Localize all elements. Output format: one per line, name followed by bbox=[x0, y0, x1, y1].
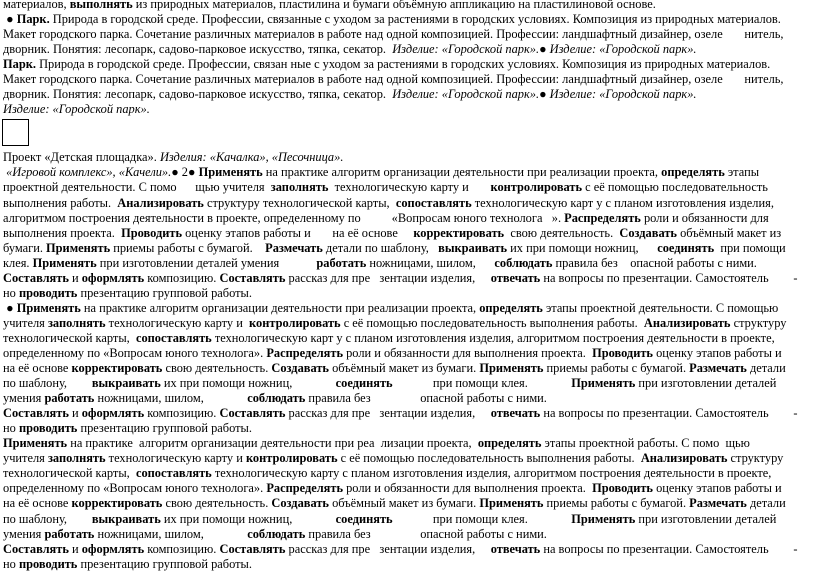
text-run: оценку этапов работы и на её основе bbox=[182, 225, 414, 240]
text-run: на её основе bbox=[3, 496, 72, 511]
text-run: их при помощи ножниц, bbox=[160, 376, 336, 391]
bold-term: выкраивать bbox=[91, 376, 161, 391]
text-run: Макет городского парка. Сочетание различных материалов в работе над одной композицией. Профессии: ландшафтный дизайнер, озеле нитель, bbox=[3, 72, 784, 87]
bold-term: соблюдать bbox=[247, 526, 306, 541]
text-run: на вопросы по презентации. Самостоятель - bbox=[540, 406, 798, 421]
text-run: их при помощи ножниц, bbox=[507, 240, 658, 255]
text-line bbox=[0, 301, 816, 316]
bold-term: ● bbox=[6, 12, 17, 27]
text-run: роли и обязанности для bbox=[640, 210, 769, 225]
text-run: ножницами, шилом, bbox=[366, 255, 495, 270]
text-line bbox=[0, 542, 816, 557]
text-run: и bbox=[68, 270, 82, 285]
text-line bbox=[0, 0, 816, 12]
text-run: проектной деятельности. С помо щью учителя bbox=[3, 180, 271, 195]
text-line bbox=[0, 466, 816, 481]
text-run: но bbox=[3, 285, 19, 300]
text-run: структуру bbox=[727, 451, 784, 466]
text-run: приемы работы с бумагой. bbox=[543, 361, 690, 376]
text-line bbox=[0, 512, 816, 527]
bold-term: Проводить bbox=[121, 225, 183, 240]
text-run: композицию. bbox=[144, 541, 220, 556]
bold-term: Применять bbox=[32, 255, 97, 270]
text-run: приемы работы с бумагой. bbox=[110, 240, 266, 255]
text-run: презентацию групповой работы. bbox=[77, 421, 252, 436]
text-run: рассказ для пре зентации изделия, bbox=[285, 406, 491, 421]
italic-text: Изделие: «Городской парк». bbox=[3, 102, 150, 117]
text-run: технологической карты, bbox=[3, 330, 136, 345]
text-run: по шаблону, bbox=[3, 376, 92, 391]
text-run: свою деятельность. bbox=[162, 496, 272, 511]
empty-frame bbox=[2, 119, 29, 146]
italic-text: Изделие: «Городской парк». bbox=[392, 42, 540, 57]
text-line bbox=[0, 391, 816, 406]
bold-term: работать bbox=[316, 255, 367, 270]
bold-term: оформлять bbox=[81, 541, 145, 556]
text-run: учителя bbox=[3, 451, 48, 466]
text-run: и bbox=[68, 541, 82, 556]
text-run: на практике алгоритм организации деятельности при реа лизации проекта, bbox=[67, 436, 478, 451]
bold-term: соединять bbox=[335, 376, 393, 391]
text-line bbox=[0, 361, 816, 376]
text-line bbox=[0, 331, 816, 346]
text-line bbox=[0, 226, 816, 241]
text-run: бумаги. bbox=[3, 240, 47, 255]
bold-term: Анализировать bbox=[640, 451, 728, 466]
bold-term: Применять bbox=[46, 240, 111, 255]
bold-term: корректировать bbox=[71, 496, 163, 511]
bold-term: Применять bbox=[571, 511, 636, 526]
bold-term: отвечать bbox=[490, 541, 541, 556]
text-run: на практике алгоритм организации деятельности при реализации проекта, bbox=[80, 300, 480, 315]
bold-term: контролировать bbox=[245, 451, 338, 466]
text-run: выполнения работы. bbox=[3, 195, 118, 210]
bold-term: ● bbox=[539, 87, 550, 102]
text-run: определенному по «Вопросам юного технолога». bbox=[3, 345, 267, 360]
text-line bbox=[0, 451, 816, 466]
text-run: при помощи bbox=[714, 240, 786, 255]
text-run: дворник. Понятия: лесопарк, садово-парковое искусство, тяпка, секатор. bbox=[3, 42, 393, 57]
bold-term: ● bbox=[539, 42, 550, 57]
text-run: при помощи клея. bbox=[392, 376, 572, 391]
bold-term: определять bbox=[479, 300, 543, 315]
text-line bbox=[0, 57, 816, 72]
text-run: Природа в городской среде. Профессии, связанные с уходом за растениями в городских условиях. Композиция из природных материалов. bbox=[49, 12, 781, 27]
bold-term: сопоставлять bbox=[135, 466, 212, 481]
text-run: этапы проектной деятельности. С помощью bbox=[542, 300, 779, 315]
text-run: правила без опасной работы с ними. bbox=[305, 391, 547, 406]
text-run: презентацию групповой работы. bbox=[77, 285, 252, 300]
text-run: оценку этапов работы и bbox=[652, 481, 782, 496]
bold-term: Применять bbox=[571, 376, 636, 391]
bold-term: корректировать bbox=[71, 361, 163, 376]
text-run: роли и обязанности для выполнения проекта. bbox=[343, 345, 593, 360]
bold-term: контролировать bbox=[249, 315, 341, 330]
text-run: композицию. bbox=[144, 406, 220, 421]
bold-term: Анализировать bbox=[643, 315, 731, 330]
text-run: рассказ для пре зентации изделия, bbox=[285, 541, 491, 556]
bold-term: определять bbox=[477, 436, 542, 451]
bold-term: Составлять bbox=[3, 270, 69, 285]
text-run: структуру технологической карты, bbox=[203, 195, 396, 210]
bold-term: Размечать bbox=[689, 496, 747, 511]
italic-text: «Игровой комплекс», «Качели». bbox=[6, 165, 172, 180]
bold-term: ● Применять bbox=[188, 165, 263, 180]
text-run: объёмный макет из bbox=[676, 225, 782, 240]
text-run: роли и обязанности для выполнения проекта. bbox=[343, 481, 593, 496]
empty-frame-row bbox=[0, 117, 816, 150]
bold-term: Составлять bbox=[3, 406, 69, 421]
bold-term: корректировать bbox=[413, 225, 505, 240]
bold-term: контролировать bbox=[490, 180, 583, 195]
text-run: но bbox=[3, 556, 19, 571]
text-run: умения bbox=[3, 391, 45, 406]
text-run: материалов, bbox=[3, 0, 70, 11]
text-run: Проект «Детская площадка». bbox=[3, 150, 160, 165]
text-run: объёмный макет из бумаги. bbox=[328, 361, 480, 376]
text-run: на практике алгоритм организации деятельности при реализации проекта, bbox=[262, 165, 662, 180]
text-line bbox=[0, 12, 816, 27]
text-run: детали bbox=[746, 496, 786, 511]
text-run: ножницами, шилом, bbox=[94, 526, 248, 541]
text-run: технологической карты, bbox=[3, 466, 136, 481]
text-run: по шаблону, bbox=[3, 511, 92, 526]
text-run: при помощи клея. bbox=[392, 511, 572, 526]
bold-term: Анализировать bbox=[117, 195, 204, 210]
bold-term: Составлять bbox=[219, 541, 286, 556]
text-line bbox=[0, 102, 816, 117]
text-line bbox=[0, 527, 816, 542]
text-line bbox=[0, 421, 816, 436]
text-run: ножницами, шилом, bbox=[94, 391, 248, 406]
text-line bbox=[0, 376, 816, 391]
text-run: оценку этапов работы и bbox=[652, 345, 782, 360]
text-run: объёмный макет из бумаги. bbox=[328, 496, 480, 511]
text-run: этапы bbox=[724, 165, 760, 180]
text-run: при изготовлении деталей bbox=[635, 376, 777, 391]
bold-term: Парк. bbox=[3, 57, 36, 72]
text-run: учителя bbox=[3, 315, 48, 330]
text-line bbox=[0, 150, 816, 165]
bold-term: Проводить bbox=[592, 481, 653, 496]
text-line bbox=[0, 180, 816, 195]
bold-term: Составлять bbox=[3, 541, 69, 556]
text-run: ● 2 bbox=[171, 165, 188, 180]
text-run: свою деятельность. bbox=[504, 225, 620, 240]
text-run: клея. bbox=[3, 255, 33, 270]
bold-term: работать bbox=[44, 526, 95, 541]
text-run: но bbox=[3, 421, 19, 436]
bold-term: оформлять bbox=[81, 270, 145, 285]
text-run: технологическую карт у с планом изготовления изделия, bbox=[471, 195, 774, 210]
text-run: дворник. Понятия: лесопарк, садово-парковое искусство, тяпка, секатор. bbox=[3, 87, 393, 102]
italic-text: Изделие: «Городской парк». bbox=[392, 87, 540, 102]
bold-term: Распределять bbox=[564, 210, 641, 225]
text-line bbox=[0, 42, 816, 57]
bold-term: работать bbox=[44, 391, 95, 406]
bold-term: Создавать bbox=[619, 225, 677, 240]
text-run: этапы проектной работы. С помо щью bbox=[541, 436, 750, 451]
text-run: презентацию групповой работы. bbox=[77, 556, 252, 571]
bold-term: Размечать bbox=[689, 361, 747, 376]
text-line bbox=[0, 87, 816, 102]
text-run: с её помощью последовательность выполнения работы. bbox=[337, 451, 641, 466]
text-line bbox=[0, 165, 816, 180]
text-run: технологическую карту с планом изготовления изделия, алгоритмом построения деятельности в проекте, bbox=[211, 466, 772, 481]
bold-term: Применять bbox=[479, 496, 544, 511]
text-line bbox=[0, 316, 816, 331]
text-line bbox=[0, 27, 816, 42]
text-run: при изготовлении деталей bbox=[635, 511, 777, 526]
text-run: детали по шаблону, bbox=[322, 240, 439, 255]
text-run: алгоритмом построения деятельности в проекте, определенному по «Вопросам юного технолога ». bbox=[3, 210, 565, 225]
bold-term: Создавать bbox=[271, 361, 329, 376]
bold-term: Распределять bbox=[266, 345, 344, 360]
text-line bbox=[0, 211, 816, 226]
bold-term: заполнять bbox=[47, 451, 106, 466]
bold-term: сопоставлять bbox=[135, 330, 212, 345]
bold-term: Проводить bbox=[592, 345, 653, 360]
text-run: из природных материалов, пластилина и бумаги объёмную аппликацию на пластилиновой основе. bbox=[132, 0, 656, 11]
text-run: на вопросы по презентации. Самостоятель - bbox=[540, 541, 798, 556]
text-run: свою деятельность. bbox=[162, 361, 272, 376]
bold-term: отвечать bbox=[490, 406, 541, 421]
text-line bbox=[0, 436, 816, 451]
text-run: технологическую карт у с планом изготовления изделия, алгоритмом построения деятельности в проекте, bbox=[211, 330, 775, 345]
text-run: умения bbox=[3, 526, 45, 541]
italic-text: Изделия: «Качалка», «Песочница». bbox=[159, 150, 344, 165]
bold-term: определять bbox=[661, 165, 725, 180]
text-run: технологическую карту и bbox=[105, 451, 246, 466]
text-run: правила без опасной работы с ними. bbox=[552, 255, 757, 270]
text-line bbox=[0, 286, 816, 301]
bold-term: Применять bbox=[3, 436, 68, 451]
text-line bbox=[0, 72, 816, 87]
bold-term: Составлять bbox=[219, 406, 286, 421]
bold-term: выполнять bbox=[69, 0, 133, 11]
bold-term: Применять bbox=[479, 361, 544, 376]
bold-term: выкраивать bbox=[91, 511, 161, 526]
bold-term: Создавать bbox=[271, 496, 329, 511]
text-run: детали bbox=[746, 361, 786, 376]
bold-term: выкраивать bbox=[438, 240, 508, 255]
bold-term: оформлять bbox=[81, 406, 145, 421]
text-run: Природа в городской среде. Профессии, связан ные с уходом за растениями в городских условиях. Композиция из природных материалов. bbox=[35, 57, 771, 72]
text-line bbox=[0, 256, 816, 271]
bold-term: соблюдать bbox=[247, 391, 306, 406]
text-line bbox=[0, 481, 816, 496]
bold-term: соблюдать bbox=[494, 255, 553, 270]
bold-term: проводить bbox=[18, 556, 78, 571]
bold-term: проводить bbox=[18, 421, 78, 436]
text-run: технологическую карту и bbox=[328, 180, 491, 195]
text-run: на её основе bbox=[3, 361, 72, 376]
text-run: на вопросы по презентации. Самостоятель - bbox=[540, 270, 798, 285]
text-run: технологическую карту и bbox=[105, 315, 250, 330]
text-run: и bbox=[68, 406, 82, 421]
bold-term: проводить bbox=[18, 285, 78, 300]
text-run: композицию. bbox=[144, 270, 220, 285]
text-run: структуру bbox=[730, 315, 787, 330]
bold-term: заполнять bbox=[270, 180, 329, 195]
bold-term: отвечать bbox=[490, 270, 541, 285]
bold-term: соединять bbox=[657, 240, 715, 255]
text-line bbox=[0, 496, 816, 511]
text-run: с её помощью последовательность bbox=[582, 180, 768, 195]
text-run: их при помощи ножниц, bbox=[160, 511, 336, 526]
text-run: правила без опасной работы с ними. bbox=[305, 526, 547, 541]
text-run: выполнения проекта. bbox=[3, 225, 122, 240]
text-run: с её помощью последовательность выполнения работы. bbox=[340, 315, 644, 330]
bold-term: Составлять bbox=[219, 270, 286, 285]
text-run: рассказ для пре зентации изделия, bbox=[285, 270, 491, 285]
bold-term: Размечать bbox=[265, 240, 323, 255]
text-line bbox=[0, 196, 816, 211]
text-line bbox=[0, 346, 816, 361]
bold-term: соединять bbox=[335, 511, 393, 526]
text-run: приемы работы с бумагой. bbox=[543, 496, 690, 511]
italic-text: Изделие: «Городской парк». bbox=[549, 42, 697, 57]
text-line bbox=[0, 406, 816, 421]
text-line bbox=[0, 271, 816, 286]
italic-text: Изделие: «Городской парк». bbox=[549, 87, 697, 102]
text-run: Макет городского парка. Сочетание различных материалов в работе над одной композицией. Профессии: ландшафтный дизайнер, озеле нитель, bbox=[3, 27, 784, 42]
text-line bbox=[0, 241, 816, 256]
bold-term: Парк. bbox=[16, 12, 50, 27]
text-run: определенному по «Вопросам юного технолога». bbox=[3, 481, 267, 496]
text-run: при изготовлении деталей умения bbox=[96, 255, 317, 270]
bold-term: Распределять bbox=[266, 481, 344, 496]
bold-term: сопоставлять bbox=[395, 195, 472, 210]
bold-term: заполнять bbox=[47, 315, 106, 330]
bold-term: ● Применять bbox=[6, 300, 81, 315]
